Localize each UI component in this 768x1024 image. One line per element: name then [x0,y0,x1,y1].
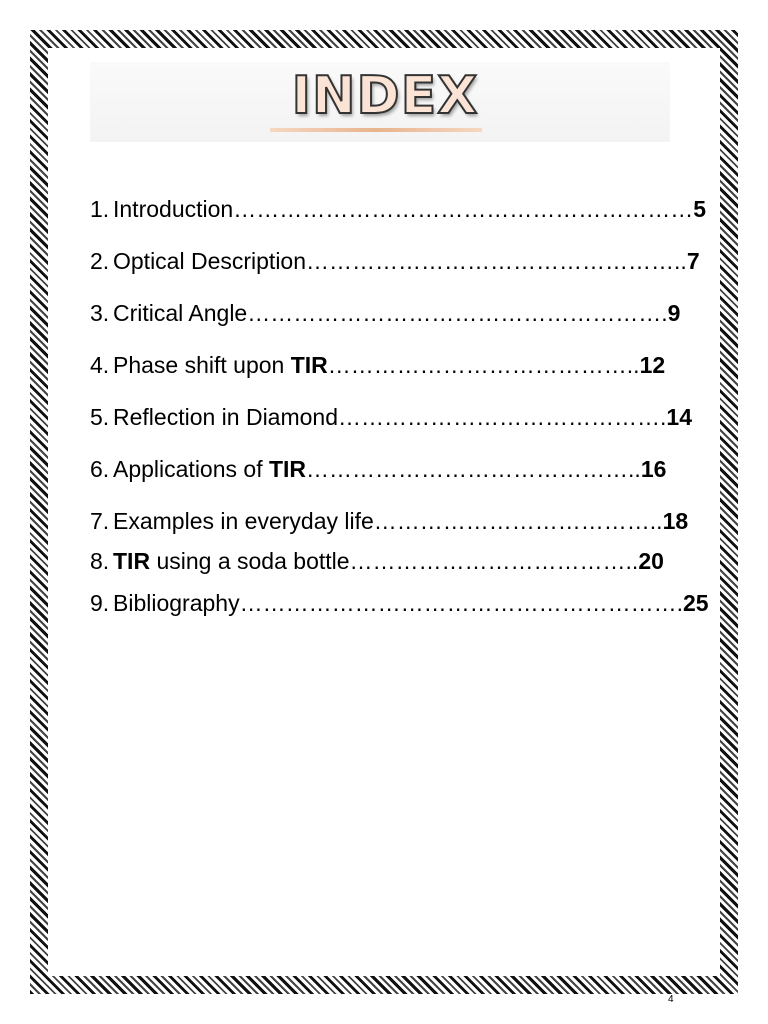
toc-entry-6 [90,456,666,483]
entry-page-number: 18 [662,508,689,534]
entry-number: 2. [90,248,110,274]
entry-page-number: 16 [640,456,667,482]
entry-label: Examples in everyday life [113,508,374,534]
toc-entry-1 [90,196,706,223]
entry-leader-dots: ……………………………….. [373,508,663,534]
entry-number: 6. [90,456,110,482]
entry-page-number: 14 [666,404,692,430]
toc-entry-7 [90,508,688,535]
entry-page-number: 7 [686,248,700,274]
entry-number: 8. [90,548,110,574]
entry-leader-dots: …………………………………………………… [233,196,694,222]
toc-entry-9 [90,590,709,617]
entry-page-number: 25 [682,590,709,616]
entry-leader-dots: …………………………………….. [306,456,641,482]
entry-number: 7. [90,508,110,534]
title-underline [270,128,482,132]
entry-label: Applications of TIR [113,456,307,482]
entry-leader-dots: ………………………………………………. [247,300,668,326]
toc-entry-4 [90,352,665,379]
entry-label: Optical Description [113,248,307,274]
entry-number: 9. [90,590,110,616]
entry-leader-dots: ………………………………………….. [306,248,687,274]
entry-leader-dots: ………………………………….. [327,352,640,378]
entry-label: Phase shift upon TIR [113,352,328,378]
entry-page-number: 20 [638,548,664,574]
page-title: INDEX [291,66,479,126]
entry-label: Bibliography [113,590,240,616]
page-number: 4 [668,994,674,1005]
entry-number: 5. [90,404,110,430]
entry-label: TIR using a soda bottle [113,548,350,574]
entry-number: 1. [90,196,110,222]
entry-label: Critical Angle [113,300,248,326]
entry-page-number: 5 [693,196,706,222]
toc-entry-2 [90,248,700,275]
entry-label: Introduction [113,196,234,222]
toc-entry-5 [90,404,692,431]
toc-entry-3 [90,300,680,327]
toc-entry-8 [90,548,664,575]
entry-label: Reflection in Diamond [113,404,339,430]
entry-number: 4. [90,352,110,378]
entry-leader-dots: ……………………………………. [338,404,667,430]
entry-leader-dots: ……………………………….. [349,548,639,574]
entry-leader-dots: …………………………………………………. [239,590,683,616]
entry-page-number: 12 [639,352,666,378]
entry-page-number: 9 [667,300,681,326]
entry-number: 3. [90,300,110,326]
